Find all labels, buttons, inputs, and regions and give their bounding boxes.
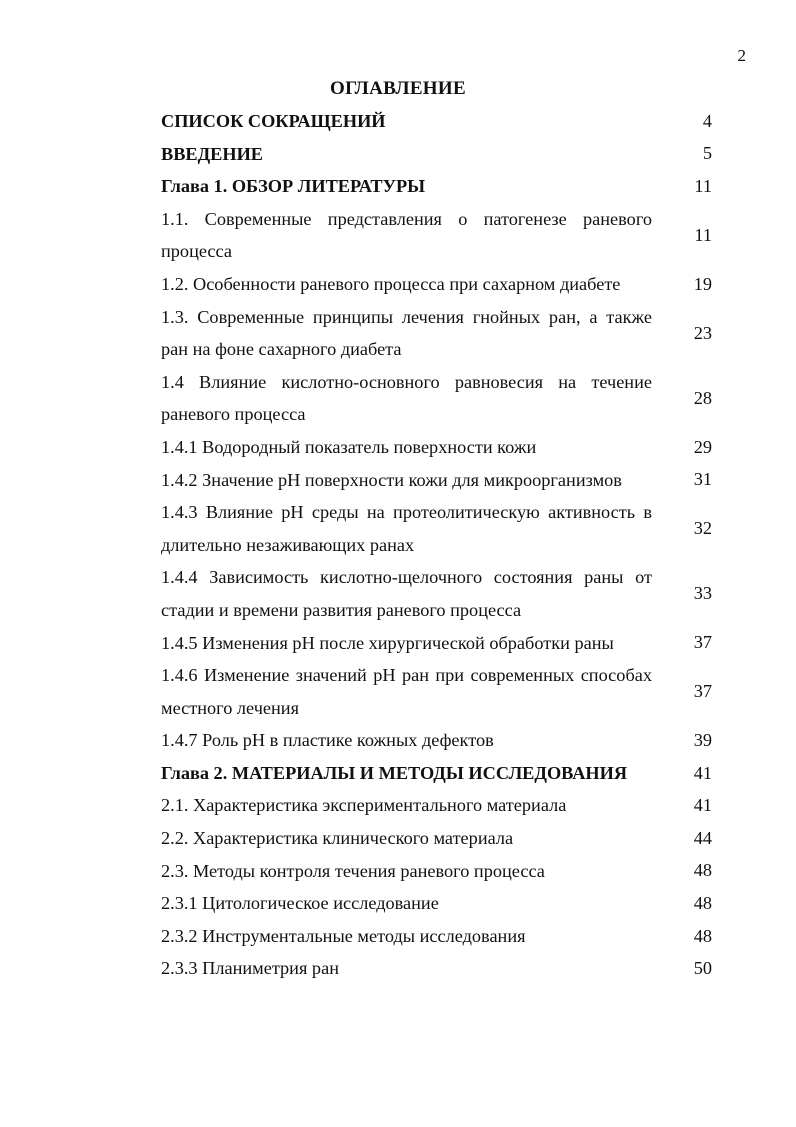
- toc-entry-page: 32: [693, 518, 712, 539]
- toc-entry-label: ВВЕДЕНИЕ: [161, 143, 263, 164]
- toc-entry: [161, 789, 713, 822]
- toc-entry: [161, 659, 713, 724]
- toc-entry: [161, 920, 713, 953]
- toc-entry: [161, 822, 713, 855]
- toc-entry: [161, 301, 713, 366]
- toc-entry-label: СПИСОК СОКРАЩЕНИЙ: [161, 111, 386, 131]
- toc-entry: [161, 464, 713, 497]
- toc-entry-page: 33: [693, 583, 712, 604]
- toc-entry-page: 28: [693, 387, 712, 408]
- toc-entry-page: 41: [693, 795, 712, 816]
- toc-entry: [161, 268, 713, 301]
- toc-entry: [161, 724, 713, 757]
- page-number: 2: [737, 46, 746, 65]
- toc-entry-page: 4: [702, 110, 712, 131]
- toc-entry-page: 11: [694, 175, 712, 196]
- toc-entry-label: Глава 2. МАТЕРИАЛЫ И МЕТОДЫ ИССЛЕДОВАНИЯ: [161, 762, 628, 783]
- toc-entry-label: 1.4.7 Роль pH в пластике кожных дефектов: [161, 730, 494, 751]
- toc-entry-label: 2.3.1 Цитологическое исследование: [161, 893, 439, 914]
- toc-entry-label: 1.2. Особенности раневого процесса при сахарном диабете: [161, 273, 621, 294]
- toc-entry: [161, 105, 713, 138]
- toc-entry: [161, 887, 713, 920]
- toc-entry: [161, 855, 713, 888]
- toc-entry: [161, 431, 713, 464]
- toc-entry-page: 5: [702, 143, 712, 164]
- toc-entry: [161, 496, 713, 561]
- toc-entry-page: 44: [693, 827, 712, 848]
- table-of-contents: [161, 105, 713, 985]
- toc-entry-label: 1.4.3 Влияние pH среды на протеолитическую активность в длительно незаживающих ранах: [161, 502, 652, 555]
- toc-entry-label: 2.3. Методы контроля течения раневого процесса: [161, 860, 545, 881]
- toc-entry-label: 1.3. Современные принципы лечения гнойных ран, а также ран на фоне сахарного диабета: [161, 306, 652, 360]
- toc-entry-page: 48: [693, 893, 712, 914]
- toc-entry-page: 29: [693, 436, 712, 457]
- toc-entry: [161, 170, 713, 203]
- toc-entry-label: 2.1. Характеристика экспериментального материала: [161, 795, 567, 816]
- toc-entry-label: 1.4.1 Водородный показатель поверхности кожи: [161, 436, 537, 457]
- toc-entry-page: 39: [693, 730, 712, 751]
- toc-entry-label: 1.4.6 Изменение значений pH ран при современных способах местного лечения: [161, 665, 652, 718]
- toc-entry-page: 31: [693, 469, 712, 490]
- toc-entry-label: 2.3.2 Инструментальные методы исследования: [161, 925, 526, 946]
- toc-entry-label: 1.4.2 Значение pH поверхности кожи для микроорганизмов: [161, 469, 622, 490]
- toc-entry: [161, 757, 713, 790]
- toc-entry-page: 37: [693, 681, 712, 702]
- toc-entry-page: 41: [693, 762, 712, 783]
- toc-entry-page: 50: [693, 958, 712, 979]
- toc-entry: [161, 561, 713, 626]
- toc-entry-label: 2.2. Характеристика клинического материала: [161, 828, 514, 849]
- toc-entry: [161, 952, 713, 985]
- toc-entry: [161, 138, 713, 171]
- toc-entry-label: 1.4.5 Изменения pH после хирургической обработки раны: [161, 632, 614, 653]
- toc-entry-page: 37: [693, 632, 712, 653]
- toc-entry-label: 1.4 Влияние кислотно-основного равновесия на течение раневого процесса: [161, 371, 652, 425]
- toc-entry: [161, 203, 713, 268]
- toc-title: ОГЛАВЛЕНИЕ: [330, 78, 466, 99]
- toc-entry: [161, 366, 713, 431]
- toc-entry: [161, 627, 713, 660]
- toc-entry-label: Глава 1. ОБЗОР ЛИТЕРАТУРЫ: [161, 176, 426, 197]
- toc-entry-page: 48: [693, 925, 712, 946]
- toc-entry-page: 48: [693, 860, 712, 881]
- toc-entry-label: 2.3.3 Планиметрия ран: [161, 958, 339, 979]
- toc-entry-label: 1.4.4 Зависимость кислотно-щелочного состояния раны от стадии и времени развития раневого процесса: [161, 567, 652, 620]
- toc-entry-page: 23: [693, 322, 712, 343]
- toc-entry-page: 11: [694, 224, 712, 245]
- toc-entry-page: 19: [693, 273, 712, 294]
- toc-entry-label: 1.1. Современные представления о патогенезе раневого процесса: [161, 208, 652, 262]
